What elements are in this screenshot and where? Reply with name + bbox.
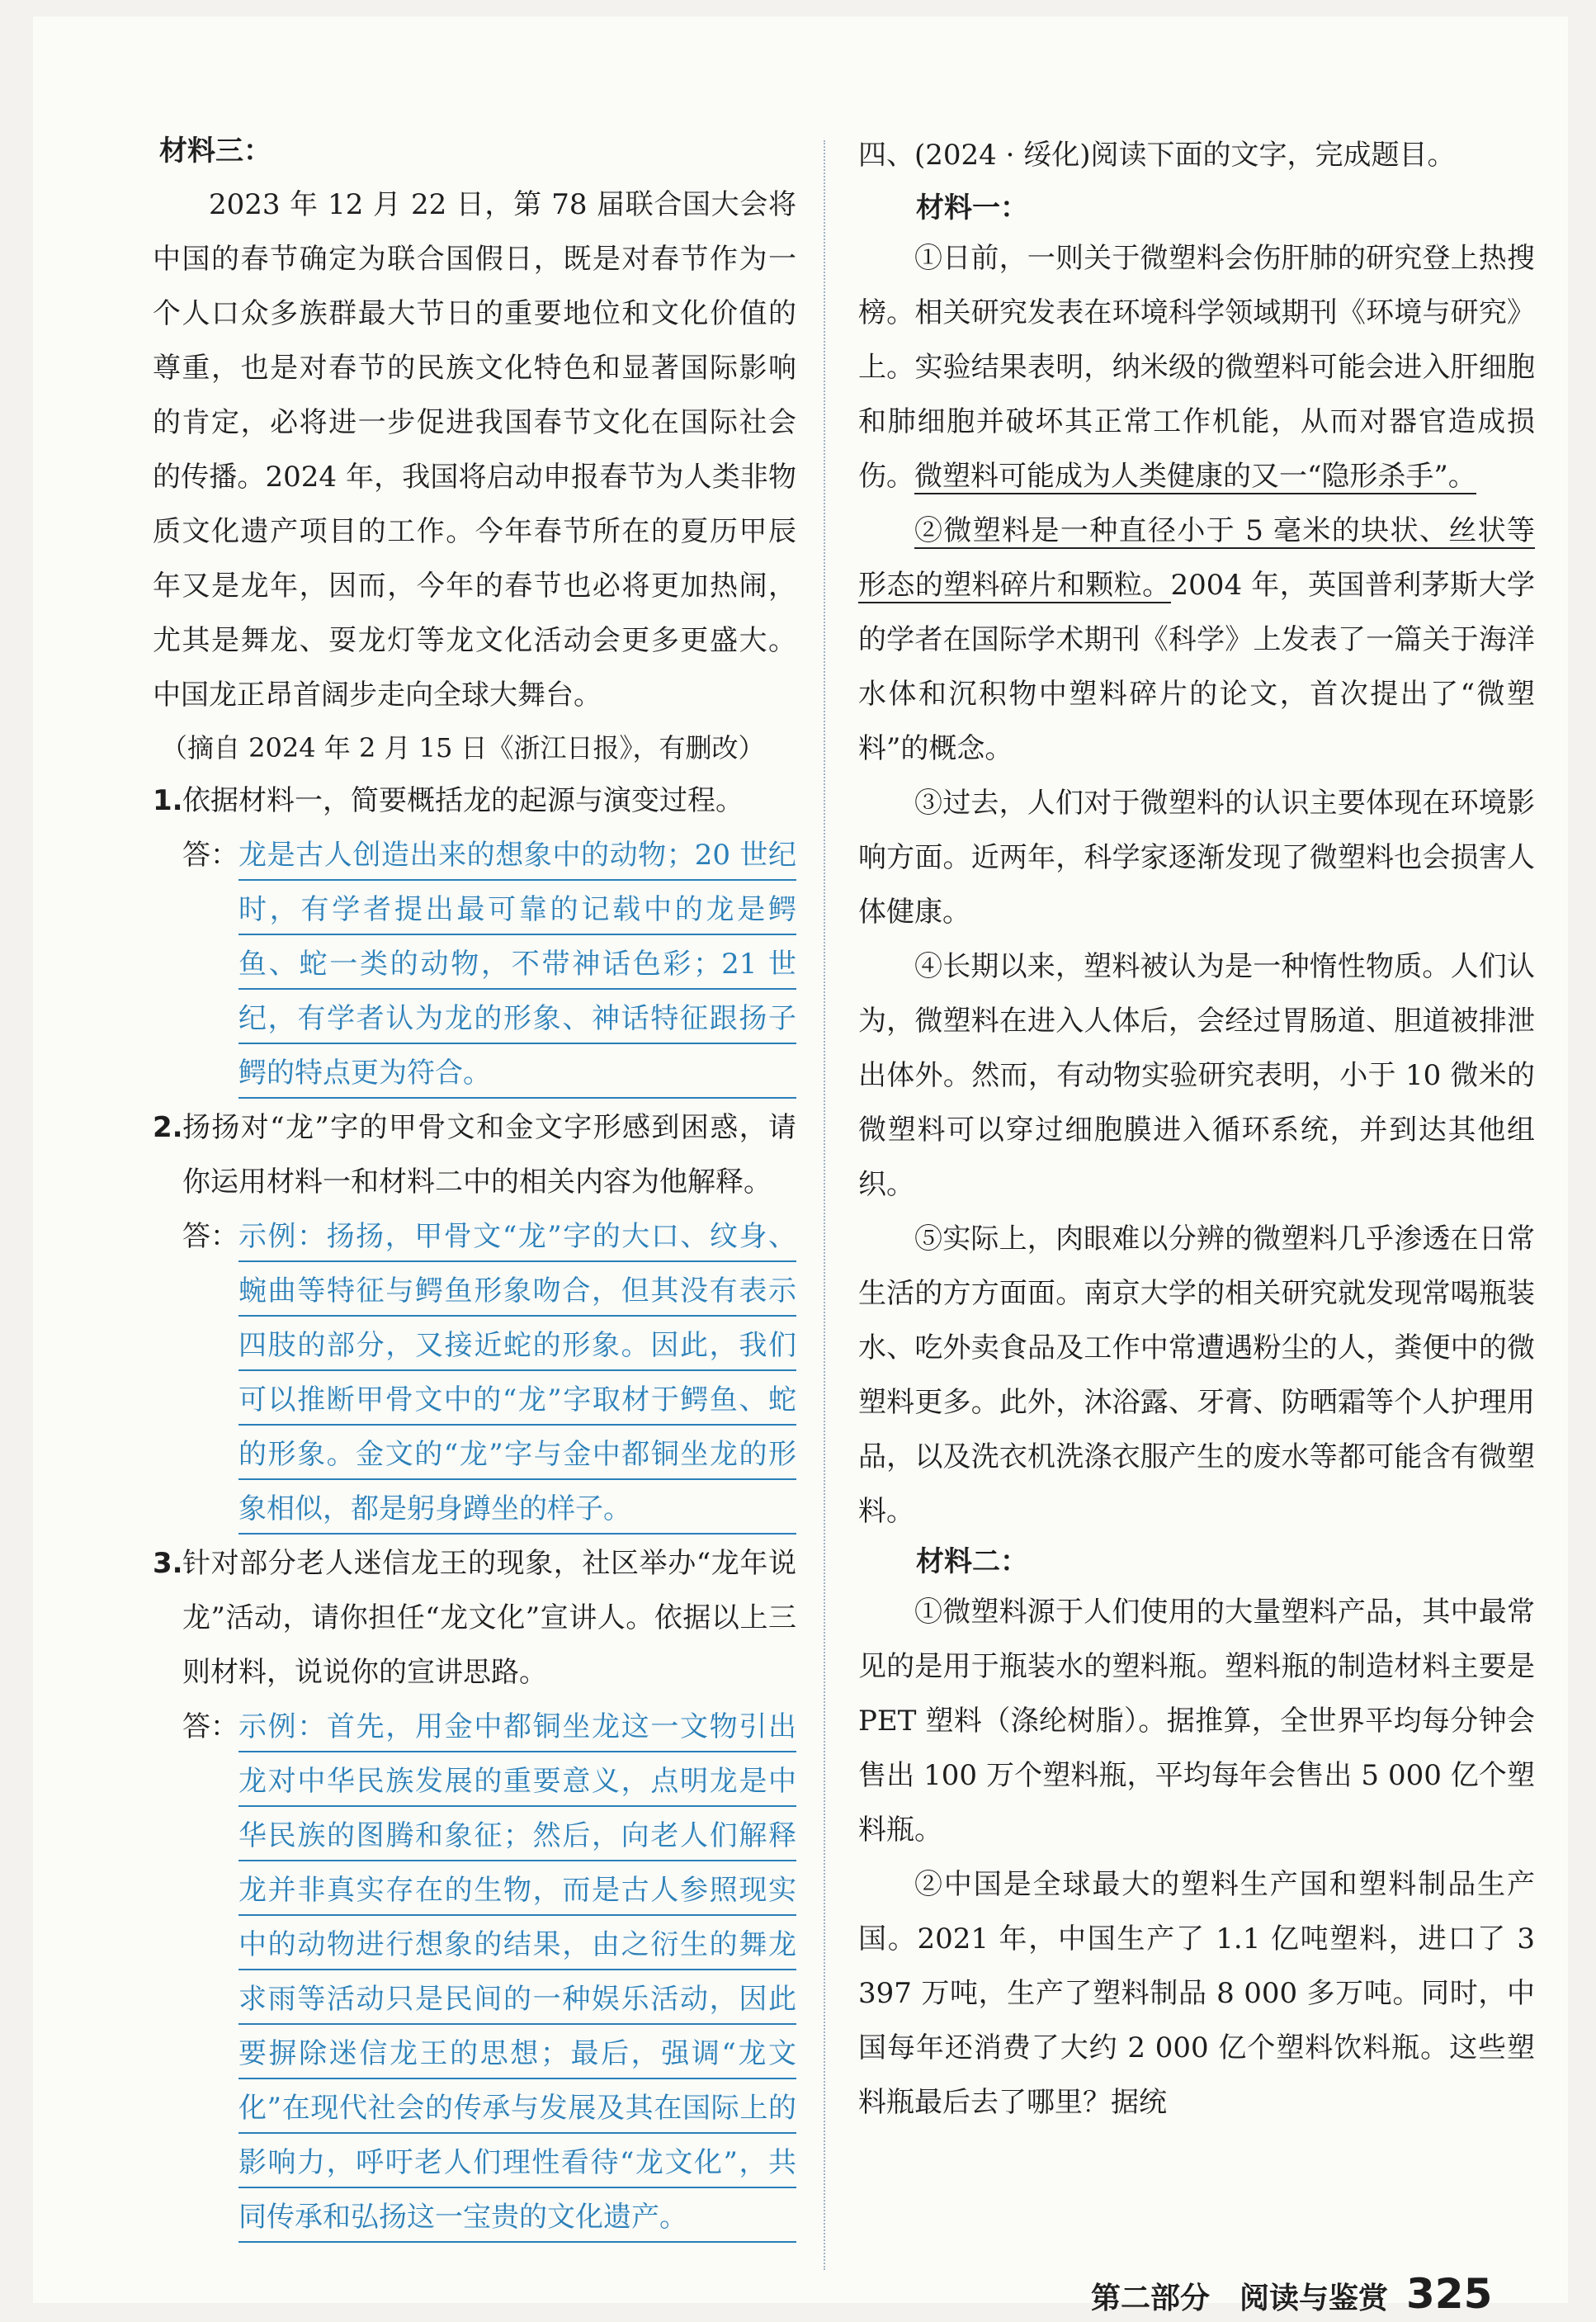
question-number: 3. bbox=[153, 1547, 183, 1580]
question-text: 依据材料一，简要概括龙的起源与演变过程。 bbox=[182, 784, 744, 817]
question-2 bbox=[153, 1100, 796, 1209]
right-column bbox=[858, 132, 1535, 2130]
material3-heading: 材料三： bbox=[159, 135, 272, 168]
section-heading: 四、(2024 · 绥化)阅读下面的文字，完成题目。 bbox=[858, 139, 1456, 172]
page-footer bbox=[1091, 2270, 1492, 2318]
question-number: 2. bbox=[153, 1111, 183, 1144]
answer-text: 龙是古人创造出来的想象中的动物；20 世纪时，有学者提出最可靠的记载中的龙是鳄鱼、蛇一类的动物，不带神话色彩；21 世纪，有学者认为龙的形象、神话特征跟扬子鳄的特点更为符合。 bbox=[238, 828, 796, 1100]
material2-paragraph-1: ①微塑料源于人们使用的大量塑料产品，其中最常见的是用于瓶装水的塑料瓶。塑料瓶的制造材料主要是 PET 塑料（涤纶树脂）。据推算，全世界平均每分钟会售出 100 万个塑料瓶，平均每年会售出 5 000 亿个塑料瓶。 bbox=[858, 1596, 1535, 1847]
left-column bbox=[153, 128, 796, 2244]
answer-2 bbox=[182, 1209, 796, 1536]
underlined-sentence: ②微塑料是一种直径小于 5 毫米的块状、丝状等形态的塑料碎片和颗粒。 bbox=[858, 514, 1535, 602]
answer-label: 答： bbox=[182, 1710, 238, 1743]
question-text: 扬扬对“龙”字的甲骨文和金文字形感到困惑，请你运用材料一和材料二中的相关内容为他解释。 bbox=[182, 1111, 796, 1199]
material1-paragraph-1 bbox=[858, 231, 1535, 504]
page bbox=[33, 17, 1568, 2318]
material1-paragraph-3: ③过去，人们对于微塑料的认识主要体现在环境影响方面。近两年，科学家逐渐发现了微塑料也会损害人体健康。 bbox=[858, 787, 1535, 929]
question-text: 针对部分老人迷信龙王的现象，社区举办“龙年说龙”活动，请你担任“龙文化”宣讲人。依据以上三则材料，说说你的宣讲思路。 bbox=[182, 1547, 796, 1689]
answer-1 bbox=[182, 828, 796, 1100]
question-1 bbox=[153, 773, 796, 828]
page-number: 325 bbox=[1406, 2270, 1493, 2318]
material1-paragraph-4: ④长期以来，塑料被认为是一种惰性物质。人们认为，微塑料在进入人体后，会经过胃肠道、胆道被排泄出体外。然而，有动物实验研究表明，小于 10 微米的微塑料可以穿过细胞膜进入循环系统，并到达其他组织。 bbox=[858, 950, 1535, 1201]
material1-paragraph-5: ⑤实际上，肉眼难以分辨的微塑料几乎渗透在日常生活的方方面面。南京大学的相关研究就发现常喝瓶装水、吃外卖食品及工作中常遭遇粉尘的人，粪便中的微塑料更多。此外，沐浴露、牙膏、防晒霜等个人护理用品，以及洗衣机洗涤衣服产生的废水等都可能含有微塑料。 bbox=[858, 1222, 1535, 1528]
source-note: （摘自 2024 年 2 月 15 日《浙江日报》，有删改） bbox=[161, 732, 765, 764]
question-3 bbox=[153, 1536, 796, 1700]
material1-heading: 材料一： bbox=[916, 192, 1028, 225]
column-divider bbox=[824, 140, 825, 2270]
answer-3 bbox=[182, 1700, 796, 2244]
paragraph-text: ①日前，一则关于微塑料会伤肝肺的研究登上热搜榜。相关研究发表在环境科学领域期刊《环境与研究》上。实验结果表明，纳米级的微塑料可能会进入肝细胞和肺细胞并破坏其正常工作机能，从而对器官造成损伤。 bbox=[858, 242, 1535, 493]
footer-section-title: 第二部分 阅读与鉴赏 bbox=[1091, 2282, 1389, 2315]
material1-paragraph-2 bbox=[858, 504, 1535, 776]
answer-label: 答： bbox=[182, 1220, 238, 1253]
underlined-sentence: 微塑料可能成为人类健康的又一“隐形杀手”。 bbox=[914, 460, 1476, 493]
material2-paragraph-2: ②中国是全球最大的塑料生产国和塑料制品生产国。2021 年，中国生产了 1.1 亿吨塑料，进口了 3 397 万吨，生产了塑料制品 8 000 多万吨。同时，中国每年还消费了大约 2 000 亿个塑料饮料瓶。这些塑料瓶最后去了哪里？据统 bbox=[858, 1868, 1535, 2119]
answer-label: 答： bbox=[182, 839, 238, 872]
material3-text: 2023 年 12 月 22 日，第 78 届联合国大会将中国的春节确定为联合国假日，既是对春节作为一个人口众多族群最大节日的重要地位和文化价值的尊重，也是对春节的民族文化特色和显著国际影响的肯定，必将进一步促进我国春节文化在国际社会的传播。2024 年，我国将启动申报春节为人类非物质文化遗产项目的工作。今年春节所在的夏历甲辰年又是龙年，因而，今年的春节也必将更加热闹，尤其是舞龙、耍龙灯等龙文化活动会更多更盛大。中国龙正昂首阔步走向全球大舞台。 bbox=[153, 188, 796, 712]
question-number: 1. bbox=[153, 784, 183, 817]
answer-text: 示例：首先，用金中都铜坐龙这一文物引出龙对中华民族发展的重要意义，点明龙是中华民族的图腾和象征；然后，向老人们解释龙并非真实存在的生物，而是古人参照现实中的动物进行想象的结果，由之衍生的舞龙求雨等活动只是民间的一种娱乐活动，因此要摒除迷信龙王的思想；最后，强调“龙文化”在现代社会的传承与发展及其在国际上的影响力，呼吁老人们理性看待“龙文化”，共同传承和弘扬这一宝贵的文化遗产。 bbox=[238, 1700, 796, 2244]
material2-heading: 材料二： bbox=[916, 1545, 1028, 1578]
answer-text: 示例：扬扬，甲骨文“龙”字的大口、纹身、蜿曲等特征与鳄鱼形象吻合，但其没有表示四肢的部分，又接近蛇的形象。因此，我们可以推断甲骨文中的“龙”字取材于鳄鱼、蛇的形象。金文的“龙”字与金中都铜坐龙的形象相似，都是躬身蹲坐的样子。 bbox=[238, 1209, 796, 1536]
paragraph-text: 2004 年，英国普利茅斯大学的学者在国际学术期刊《科学》上发表了一篇关于海洋水体和沉积物中塑料碎片的论文，首次提出了“微塑料”的概念。 bbox=[858, 569, 1536, 765]
